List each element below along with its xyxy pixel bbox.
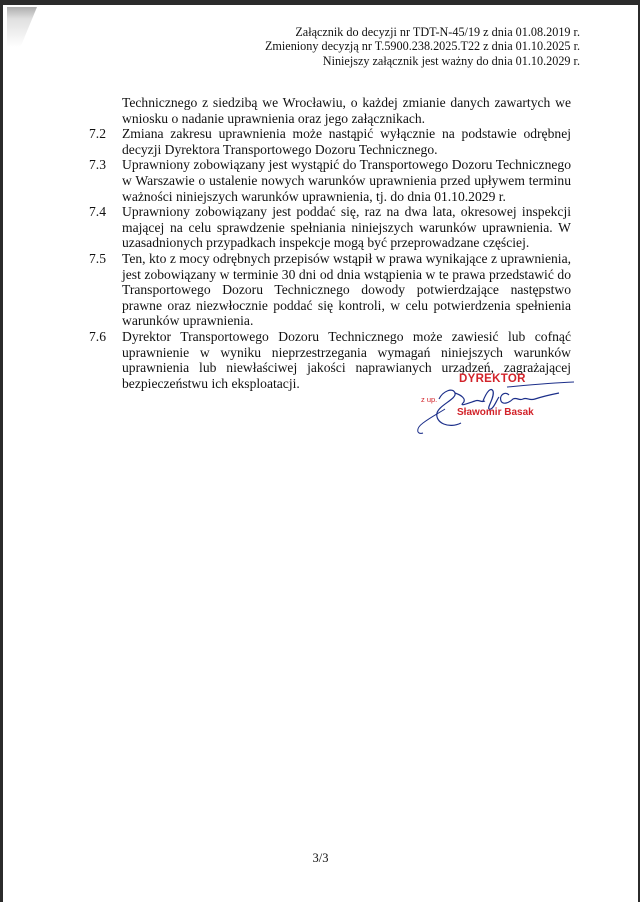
- document-header: [265, 25, 580, 68]
- page-number: 3/3: [312, 851, 329, 865]
- continued-paragraph: Technicznego z siedzibą we Wrocławiu, o każdej zmianie danych zawartych we wniosku o nadanie uprawnienia oraz jego załącznikach.: [122, 95, 571, 126]
- clause-number: 7.2: [89, 126, 106, 142]
- document-body: [85, 95, 571, 391]
- clause-text: Uprawniony zobowiązany jest poddać się, raz na dwa lata, okresowej inspekcji mającej na celu sprawdzenie spełniania niniejszych warunków uprawnienia. W uzasadnionych przypadkach inspekcje mogą być przeprowadzane częściej.: [122, 204, 571, 251]
- clause-number: 7.4: [89, 204, 106, 220]
- header-line: Załącznik do decyzji nr TDT-N-45/19 z dnia 01.08.2019 r.: [295, 25, 580, 39]
- clause-number: 7.6: [89, 328, 106, 344]
- clause-7-5: [85, 251, 571, 329]
- clause-7-3: [85, 157, 571, 204]
- signatory-name: Sławomir Basak: [457, 407, 534, 418]
- clause-text: Uprawniony zobowiązany jest wystąpić do Transportowego Dozoru Technicznego w Warszawie o ustalenie nowych warunków uprawnienia przed upływem terminu ważności niniejszych warunków uprawnienia, tj. do dnia 01.10.2029 r.: [122, 157, 571, 204]
- clause-7-4: [85, 204, 571, 251]
- clause-number: 7.5: [89, 250, 106, 266]
- header-line: Niniejszy załącznik jest ważny do dnia 01.10.2029 r.: [322, 53, 580, 68]
- clause-text: Ten, kto z mocy odrębnych przepisów wstąpił w prawa wynikające z uprawnienia, jest zobowiązany w terminie 30 dni od dnia wstąpienia w te prawa przedstawić do Transportowego Dozoru Technicznego dowody potwierdzające następstwo prawne oraz niezwłocznie poddać się kontroli, w celu potwierdzenia spełnienia warunków uprawnienia.: [122, 250, 571, 329]
- document-page: [3, 5, 638, 902]
- signature-stamp: [409, 373, 579, 443]
- header-line: Zmieniony decyzją nr T.5900.238.2025.T22 z dnia 01.10.2025 r.: [264, 39, 580, 54]
- signature-title: DYREKTOR: [459, 373, 526, 385]
- clause-number: 7.3: [89, 157, 106, 173]
- clause-7-2: [85, 126, 571, 157]
- page-fold-shadow: [7, 7, 37, 47]
- clause-text: Zmiana zakresu uprawnienia może nastąpić wyłącznie na podstawie odrębnej decyzji Dyrektora Transportowego Dozoru Technicznego.: [122, 126, 571, 157]
- clause-text: Dyrektor Transportowego Dozoru Technicznego może zawiesić lub cofnąć uprawnienie w wyniku nieprzestrzegania wymagań niniejszych warunków uprawnienia lub niewłaściwej jakości naprawianych urządzeń, zagrażającej bezpieczeństwu ich eksploatacji.: [122, 328, 571, 391]
- signature-prefix: z up.: [421, 395, 438, 404]
